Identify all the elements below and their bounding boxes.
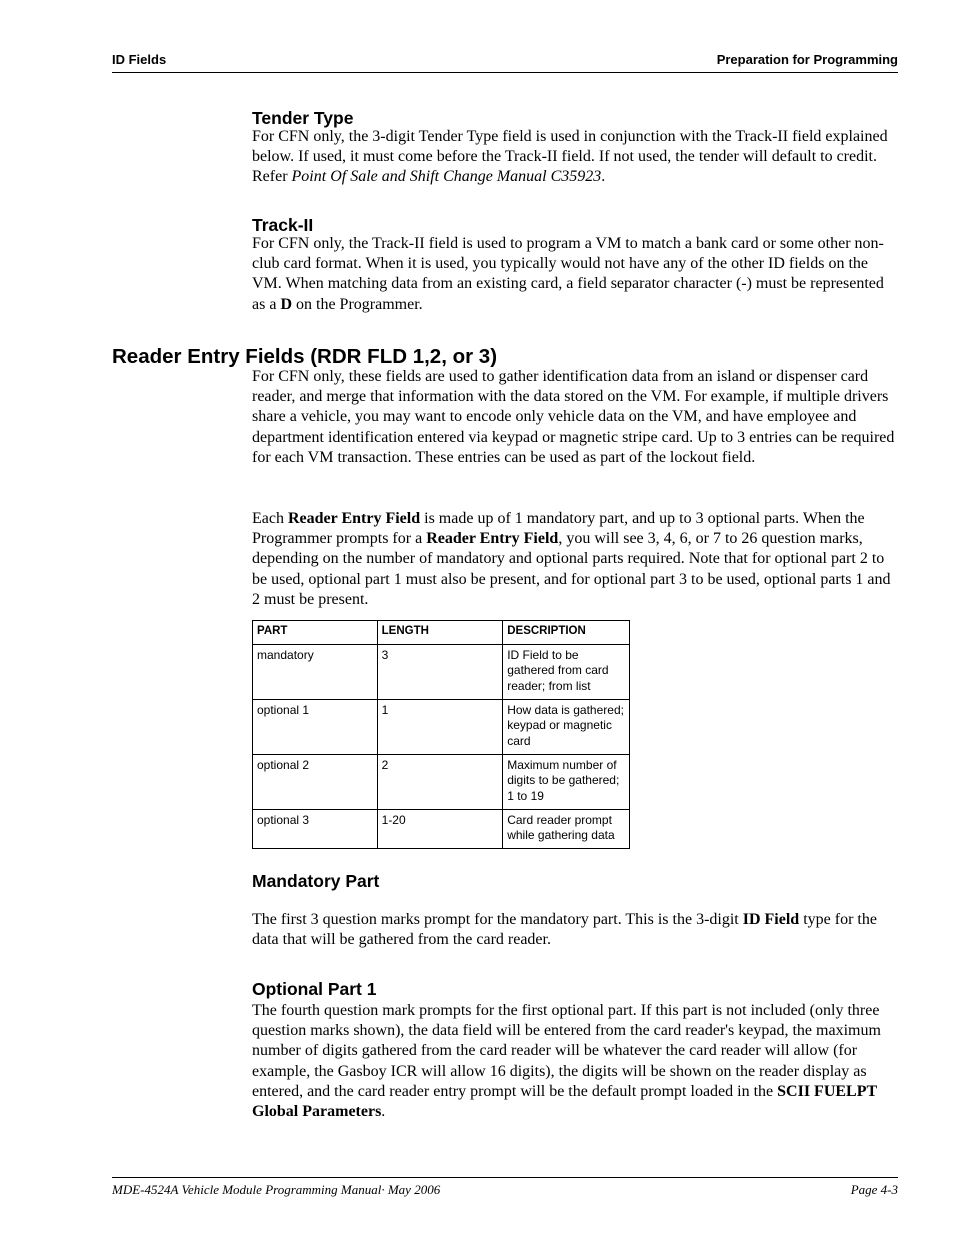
page-header (112, 52, 898, 73)
mandatory-part-text-end: type for the data that will be gathered from the card reader. (252, 911, 877, 949)
reader-entry-parts-table (252, 620, 630, 849)
table-cell-length: 1-20 (377, 809, 503, 848)
footer-page-number: Page 4-3 (850, 1182, 898, 1197)
table-cell-length: 1 (377, 699, 503, 754)
tender-type-text: For CFN only, the 3-digit Tender Type field is used in conjunction with the Track-II field explained below. If used, it must come before the Track-II field. If not used, the tender will default to credit. Refer (252, 128, 888, 186)
table-cell-description: ID Field to be gathered from card reader; from list (503, 644, 630, 699)
table-cell-part: optional 3 (253, 809, 378, 848)
tender-type-reference: Point Of Sale and Shift Change Manual C35923 (291, 168, 602, 186)
reader-entry-bold-b: Reader Entry Field (426, 530, 559, 548)
optional-part-1-text-end: . (381, 1103, 386, 1121)
header-chapter-title: Preparation for Programming (716, 52, 898, 67)
track-ii-heading: Track-II (252, 215, 314, 235)
optional-part-1-heading: Optional Part 1 (252, 979, 377, 999)
reader-entry-paragraph-2 (252, 509, 898, 610)
mandatory-part-paragraph (252, 910, 898, 950)
table-cell-part: optional 1 (253, 699, 378, 754)
reader-entry-text-c: , you will see 3, 4, 6, or 7 to 26 question marks, depending on the number of mandatory and optional parts required. Note that for optional part 2 to be used, optional part 1 must also be present, and for optional part 3 to be used, optional parts 1 and 2 must be present. (252, 530, 891, 608)
reader-entry-text-b: is made up of 1 mandatory part, and up to 3 optional parts. When the Programmer prompts for a (252, 510, 865, 548)
track-ii-text: For CFN only, the Track-II field is used to program a VM to match a bank card or some other non-club card format. When it is used, you typically would not have any of the other ID fields on the VM. When matching data from an existing card, a field separator character (-) must be represented as a (252, 235, 884, 313)
track-ii-paragraph (252, 234, 898, 315)
reader-entry-heading: Reader Entry Fields (RDR FLD 1,2, or 3) (112, 345, 498, 368)
table-cell-part: optional 2 (253, 754, 378, 809)
table-cell-length: 3 (377, 644, 503, 699)
table-cell-description: How data is gathered; keypad or magnetic card (503, 699, 630, 754)
column-header-length: LENGTH (377, 621, 503, 645)
header-section-title: ID Fields (112, 52, 167, 67)
optional-part-1-text: The fourth question mark prompts for the first optional part. If this part is not included (only three question marks shown), the data field will be entered from the card reader's keypad, the maximum number of digits gathered from the card reader will be whatever the card reader will allow (for example, the Gasboy ICR will allow 16 digits), the digits will be shown on the reader display as entered, and the card reader entry prompt will be the default prompt loaded in the (252, 1002, 881, 1100)
table-row (253, 754, 630, 809)
track-ii-bold-d: D (280, 295, 292, 313)
table-cell-part: mandatory (253, 644, 378, 699)
table-row (253, 809, 630, 848)
page-footer (112, 1177, 898, 1199)
column-header-part: PART (253, 621, 378, 645)
table-row (253, 699, 630, 754)
column-header-description: DESCRIPTION (503, 621, 630, 645)
table-row (253, 644, 630, 699)
table-header-row (253, 621, 630, 645)
tender-type-paragraph (252, 127, 898, 188)
mandatory-part-heading: Mandatory Part (252, 871, 380, 891)
reader-entry-bold-a: Reader Entry Field (287, 510, 421, 527)
track-ii-text-end: on the Programmer. (292, 295, 423, 313)
mandatory-part-text: The first 3 question marks prompt for the mandatory part. This is the 3-digit (252, 911, 743, 928)
optional-part-1-paragraph (252, 1001, 898, 1122)
table-cell-length: 2 (377, 754, 503, 809)
reader-entry-text-a: Each (252, 510, 288, 527)
tender-type-text-end: . (601, 168, 606, 186)
optional-part-1-bold: SCII FUELPT Global Parameters (252, 1082, 877, 1121)
table-cell-description: Maximum number of digits to be gathered; 1 to 19 (503, 754, 630, 809)
reader-entry-paragraph-1: For CFN only, these fields are used to gather identification data from an island or dispenser card reader, and merge that information with the data stored on the VM. For example, if multiple drivers share a vehicle, you may want to encode only vehicle data on the VM, and have employee and department identification entered via keypad or magnetic stripe card. Up to 3 entries can be required for each VM transaction. These entries can be used as part of the lockout field. (252, 368, 895, 466)
mandatory-part-bold: ID Field (742, 911, 800, 928)
footer-manual-title: MDE-4524A Vehicle Module Programming Manual· May 2006 (112, 1182, 441, 1197)
table-cell-description: Card reader prompt while gathering data (503, 809, 630, 848)
tender-type-heading: Tender Type (252, 108, 354, 128)
